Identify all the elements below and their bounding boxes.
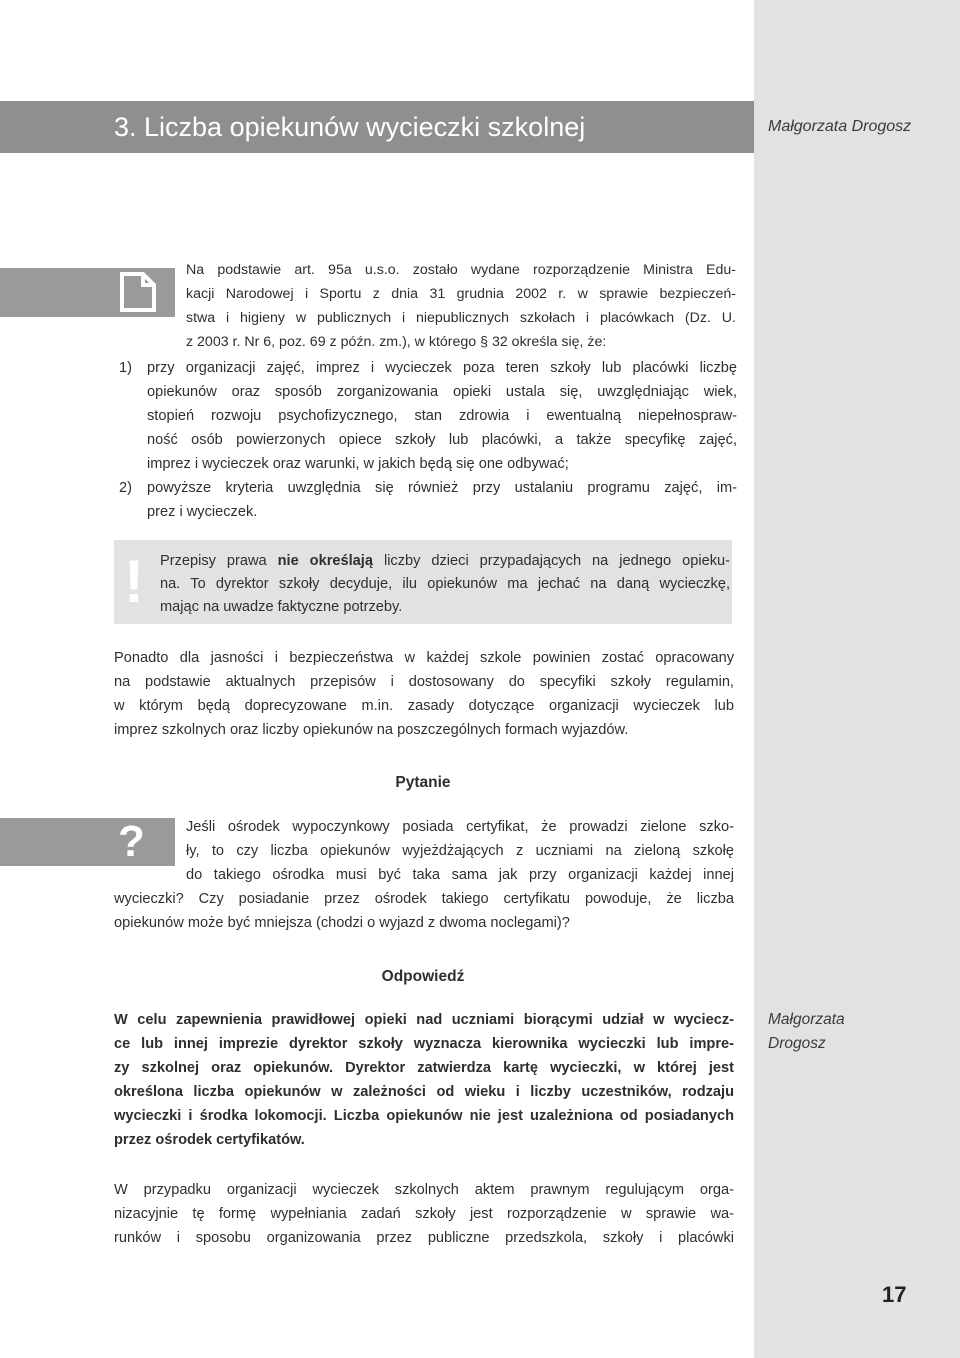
warning-line [160, 550, 730, 573]
list-item [147, 356, 737, 476]
answer-line: przez ośrodek certyfikatów. [114, 1132, 305, 1148]
intro-paragraph [186, 258, 736, 354]
list-item-line: ność osób powierzonych opiece szkoły lub placówki, a także specyfikę zajęć, [147, 432, 737, 448]
question-heading: Pytanie [395, 774, 451, 791]
question-line: ły, to czy liczba opiekunów wyjeżdżających z uczniami na zieloną szkołę [186, 843, 734, 859]
paragraph-line: imprez szkolnych oraz liczby opiekunów na poszczególnych formach wyjazdów. [114, 722, 629, 738]
paragraph-line: W przypadku organizacji wycieczek szkolnych aktem prawnym regulującym orga- [114, 1182, 734, 1198]
answer-text [114, 1008, 734, 1152]
question-line: Jeśli ośrodek wypoczynkowy posiada certyfikat, że prowadzi zielone szko- [186, 819, 734, 835]
paragraph-line: w którym będą doprecyzowane m.in. zasady dotyczące organizacji wycieczek lub [114, 698, 734, 714]
list-item-number: 2) [119, 480, 132, 496]
warning-line: mając na uwadze faktyczne potrzeby. [160, 599, 403, 615]
answer-line: W celu zapewnienia prawidłowej opieki nad uczniami biorącymi udział w wyciecz- [114, 1012, 734, 1028]
warning-line: na. To dyrektor szkoły decyduje, ilu opiekunów ma jechać na daną wycieczkę, [160, 576, 730, 592]
answer-author-first-name: Małgorzata [768, 1011, 845, 1028]
list-item-line: przy organizacji zajęć, imprez i wycieczek poza teren szkoły lub placówki liczbę [147, 360, 737, 376]
list-item-line: stopień rozwoju psychofizycznego, stan zdrowia i ewentualną niepełnospraw- [147, 408, 737, 424]
intro-line: stwa i higieny w publicznych i niepublicznych szkołach i placówkach (Dz. U. [186, 310, 736, 326]
warning-emphasis: nie określają [277, 553, 373, 569]
list-item-line: opiekunów oraz sposób zorganizowania opieki ustala się, uwzględniając wiek, [147, 384, 737, 400]
list-item-line: powyższe kryteria uwzględnia się również przy ustalaniu programu zajęć, im- [147, 480, 737, 496]
document-icon [118, 271, 158, 313]
intro-line: z 2003 r. Nr 6, poz. 69 z późn. zm.), w którego § 32 określa się, że: [186, 334, 607, 350]
paragraph-line: Ponadto dla jasności i bezpieczeństwa w każdej szkole powinien zostać opracowany [114, 650, 734, 666]
paragraph-line: na podstawie aktualnych przepisów i dostosowany do specyfiki szkoły regulamin, [114, 674, 734, 690]
answer-author-last-name: Drogosz [768, 1035, 826, 1052]
warning-text-part: Przepisy prawa [160, 553, 278, 569]
body-paragraph [114, 646, 734, 742]
question-icon: ? [118, 817, 145, 866]
right-margin-band [754, 0, 960, 1358]
chapter-title: 3. Liczba opiekunów wycieczki szkolnej [114, 112, 586, 142]
list-item [147, 476, 737, 524]
header-author: Małgorzata Drogosz [768, 118, 912, 135]
answer-line: wycieczki i środka lokomocji. Liczba opiekunów nie jest uzależniona od posiadanych [114, 1108, 734, 1124]
question-line: wycieczki? Czy posiadanie przez ośrodek takiego certyfikatu powoduje, że liczba [114, 891, 734, 907]
answer-heading: Odpowiedź [381, 968, 465, 985]
list-item-number: 1) [119, 360, 132, 376]
answer-line: ce lub innej imprezie dyrektor szkoły wyznacza kierownika wycieczki lub impre- [114, 1036, 734, 1052]
body-paragraph [114, 1178, 734, 1250]
intro-line: Na podstawie art. 95a u.s.o. zostało wydane rozporządzenie Ministra Edu- [186, 262, 736, 278]
answer-author [768, 1008, 898, 1056]
answer-line: określona liczba opiekunów w zależności od wieku i liczby uczestników, rodzaju [114, 1084, 734, 1100]
warning-text-part: liczby dzieci przypadających na jednego opieku- [372, 553, 730, 569]
question-text [114, 815, 734, 935]
intro-line: kacji Narodowej i Sportu z dnia 31 grudnia 2002 r. w sprawie bezpieczeń- [186, 286, 736, 302]
list-item-line: imprez i wycieczek oraz warunki, w jakich będą się one odbywać; [147, 456, 569, 472]
paragraph-line: runków i sposobu organizowania przez publiczne przedszkola, szkoły i placówki [114, 1230, 734, 1246]
paragraph-line: nizacyjnie tę formę wypełniania zadań szkoły jest rozporządzenie w sprawie wa- [114, 1206, 734, 1222]
list-item-line: prez i wycieczek. [147, 504, 258, 520]
answer-line: zy szkolnej oraz opiekunów. Dyrektor zatwierdza kartę wycieczki, w której jest [114, 1060, 734, 1076]
warning-text [160, 550, 730, 619]
exclamation-icon: ! [124, 548, 144, 615]
page-number: 17 [882, 1282, 907, 1307]
question-line: do takiego ośrodka musi być taka sama jak przy organizacji każdej innej [186, 867, 734, 883]
question-line: opiekunów może być mniejsza (chodzi o wyjazd z dwoma noclegami)? [114, 915, 570, 931]
